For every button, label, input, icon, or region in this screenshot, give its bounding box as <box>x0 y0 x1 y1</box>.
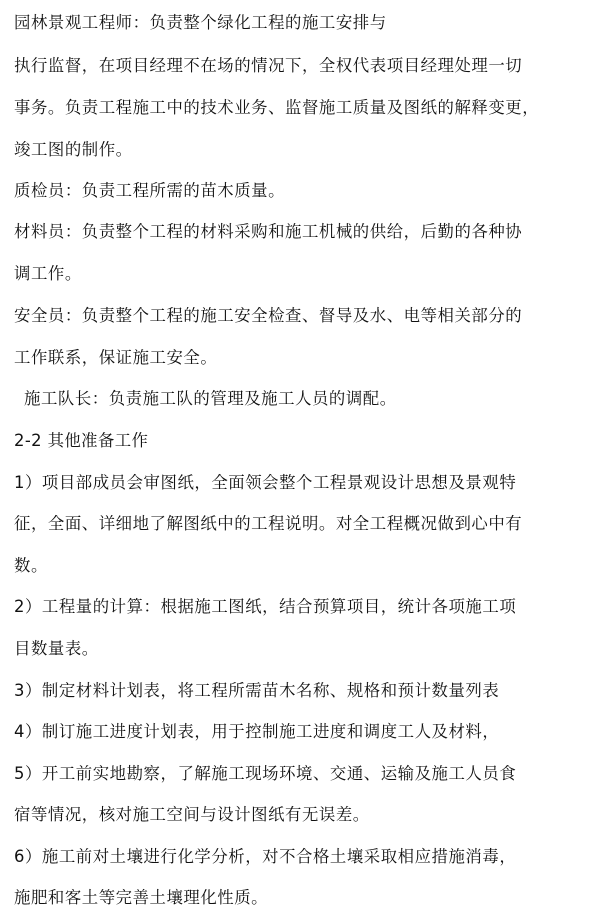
text-line: 数。 <box>14 556 48 575</box>
text-line: 园林景观工程师：负责整个绿化工程的施工安排与 <box>14 13 387 32</box>
section-heading: 2-2 其他准备工作 <box>14 431 149 450</box>
text-line: 调工作。 <box>14 264 82 283</box>
text-line: 6）施工前对土壤进行化学分析，对不合格土壤采取相应措施消毒， <box>14 847 517 866</box>
text-line: 竣工图的制作。 <box>14 140 133 159</box>
text-line: 5）开工前实地勘察，了解施工现场环境、交通、运输及施工人员食 <box>14 764 517 783</box>
text-line: 质检员：负责工程所需的苗木质量。 <box>14 181 286 200</box>
text-line: 事务。负责工程施工中的技术业务、监督施工质量及图纸的解释变更， <box>14 98 540 117</box>
text-line: 材料员：负责整个工程的材料采购和施工机械的供给，后勤的各种协 <box>14 222 523 241</box>
text-line: 施肥和客土等完善土壤理化性质。 <box>14 888 269 907</box>
text-line: 施工队长：负责施工队的管理及施工人员的调配。 <box>24 389 397 408</box>
text-line: 征，全面、详细地了解图纸中的工程说明。对全工程概况做到心中有 <box>14 514 523 533</box>
text-line: 4）制订施工进度计划表，用于控制施工进度和调度工人及材料， <box>14 722 500 741</box>
text-line: 3）制定材料计划表，将工程所需苗木名称、规格和预计数量列表 <box>14 681 500 700</box>
text-line: 目数量表。 <box>14 639 99 658</box>
text-line: 工作联系，保证施工安全。 <box>14 348 218 367</box>
text-line: 安全员：负责整个工程的施工安全检查、督导及水、电等相关部分的 <box>14 306 523 325</box>
text-line: 1）项目部成员会审图纸，全面领会整个工程景观设计思想及景观特 <box>14 473 517 492</box>
text-line: 执行监督，在项目经理不在场的情况下，全权代表项目经理处理一切 <box>14 56 523 75</box>
text-line: 宿等情况，核对施工空间与设计图纸有无误差。 <box>14 805 370 824</box>
text-line: 2）工程量的计算：根据施工图纸，结合预算项目，统计各项施工项 <box>14 597 517 616</box>
